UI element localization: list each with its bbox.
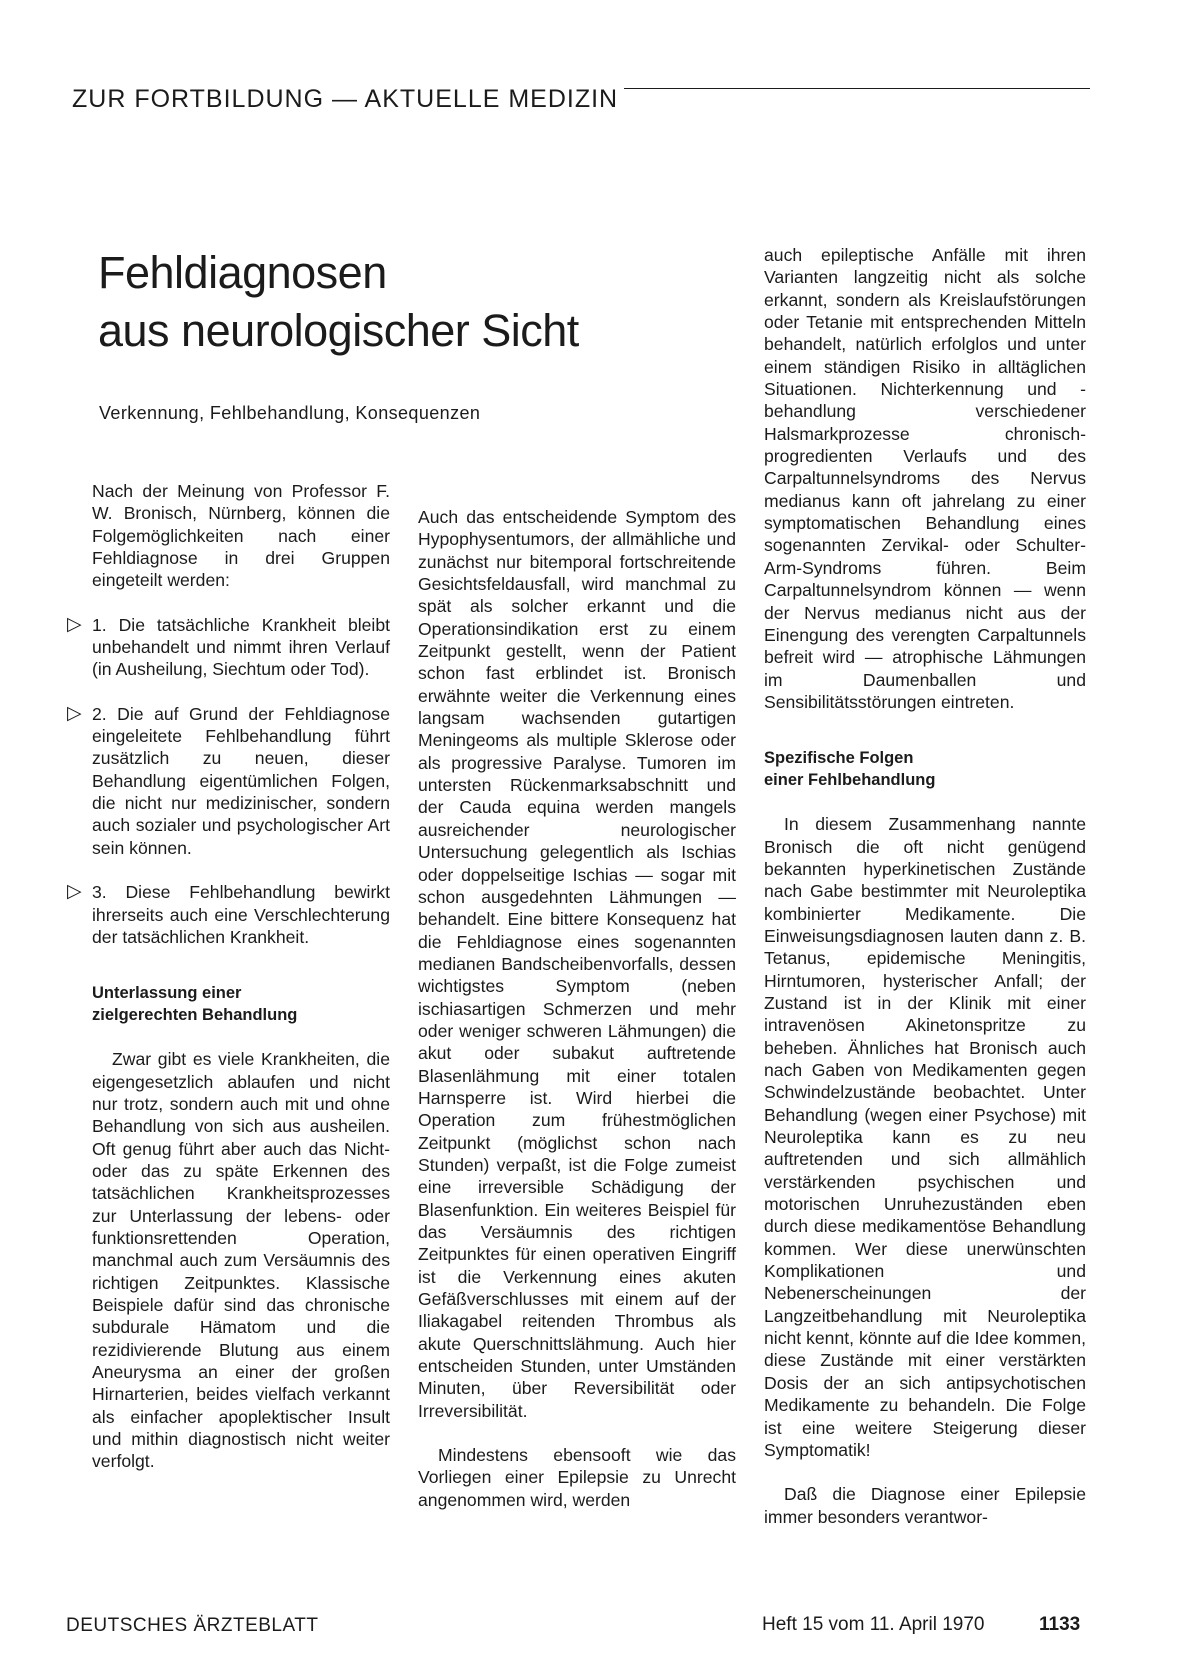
- section-heading: [92, 982, 390, 1026]
- section-heading-line-2: zielgerechten Behandlung: [92, 1006, 298, 1025]
- title-line-1: Fehldiagnosen: [98, 247, 387, 298]
- column-2: [418, 506, 736, 1511]
- title-line-2: aus neurologischer Sicht: [98, 305, 579, 356]
- section-heading-line-1: Spezifische Folgen: [764, 749, 914, 768]
- triangle-bullet-icon: ▷: [67, 881, 82, 903]
- body-paragraph: Auch das entscheidende Symptom des Hypophysentumors, der allmähliche und zunächst nur bitemporal fortschreitende Gesichtsfeldausfall, wird manchmal zu spät als solcher erkannt und die Operationsindikation erst zu einem Zeitpunkt gestellt, wenn der Patient schon fast erblindet ist. Bronisch erwähnte weiter die Verkennung eines langsam wachsenden gutartigen Meningeoms als multiple Sklerose oder als progressive Paralyse. Tumoren im untersten Rückenmarksabschnitt und der Cauda equina werden mangels ausreichender neurologischer Untersuchung gelegentlich als Ischias oder doppelseitige Ischias — sogar mit schon ausgedehnten Lähmungen — behandelt. Eine bittere Konsequenz hat die Fehldiagnose eines sogenannten medianen Bandscheibenvorfalls, dessen wichtigstes Symptom (neben ischiasartigen Schmerzen und mehr oder weniger schweren Lähmungen) die akut oder subakut auftretende Blasenlähmung mit einer totalen Harnsperre ist. Wird hierbei die Operation zum frühestmöglichen Zeitpunkt (möglichst schon nach Stunden) verpaßt, ist die Folge zumeist eine irreversible Schädigung der Blasenfunktion. Ein weiteres Beispiel für das Versäumnis des richtigen Zeitpunktes für einen operativen Eingriff ist die Verkennung eines akuten Gefäßverschlusses mit einem auf der Iliakagabel reitenden Thrombus als akute Querschnittslähmung. Auch hier entscheiden Stunden, unter Umständen Minuten, über Reversibilität oder Irreversibilität.: [418, 507, 736, 1421]
- body-paragraph: Zwar gibt es viele Krankheiten, die eigengesetzlich ablaufen und nicht nur trotz, sondern auch mit und ohne Behandlung von sich aus ausheilen. Oft genug führt aber auch das Nicht- oder das zu späte Erkennen des tatsächlichen Krankheitsprozesses zur Unterlassung der lebens- oder funktionsrettenden Operation, manchmal auch zum Versäumnis des richtigen Zeitpunktes. Klassische Beispiele dafür sind das chronische subdurale Hämatom und die rezidivierende Blutung aus einem Aneurysma an einer der großen Hirnarterien, beides vielfach verkannt als einfacher apoplektischer Insult und mithin diagnostisch nicht weiter verfolgt.: [92, 1049, 390, 1472]
- column-1: [67, 480, 390, 1473]
- article-subtitle: Verkennung, Fehlbehandlung, Konsequenzen: [99, 403, 481, 423]
- list-item-text: 1. Die tatsächliche Krankheit bleibt unbehandelt und nimmt ihren Verlauf (in Ausheilung, Siechtum oder Tod).: [92, 614, 390, 680]
- journal-name: DEUTSCHES ÄRZTEBLATT: [66, 1615, 319, 1636]
- page-number: 1133: [1039, 1614, 1081, 1635]
- section-heading: [764, 747, 1086, 791]
- section-label: ZUR FORTBILDUNG — AKTUELLE MEDIZIN: [72, 84, 624, 114]
- list-item-text: 2. Die auf Grund der Fehldiagnose eingeleitete Fehlbehandlung führt zusätzlich zu neuen, dieser Behandlung eigentümlichen Folgen, die nicht nur medizinischer, sondern auch sozialer und psychologischer Art sein können.: [92, 703, 390, 858]
- body-paragraph: Mindestens ebensooft wie das Vorliegen einer Epilepsie zu Unrecht angenommen wird, werden: [418, 1445, 736, 1510]
- section-heading-line-1: Unterlassung einer: [92, 984, 242, 1003]
- body-paragraph: In diesem Zusammenhang nannte Bronisch die oft nicht genügend bekannten hyperkinetischen Zustände nach Gabe bestimmter mit Neuroleptika kombinierter Medikamente. Die Einweisungsdiagnosen lauten dann z. B. Tetanus, epidemische Meningitis, Hirntumoren, hysterischer Anfall; der Zustand ist in der Klinik mit einer intravenösen Akinetonspritze zu beheben. Ähnliches hat Bronisch auch nach Gaben von Medikamenten gegen Schwindelzustände beobachtet. Unter Behandlung (wegen einer Psychose) mit Neuroleptika kann es zu neu auftretenden und sich allmählich verstärkenden psychischen und motorischen Unruhezuständen eben durch diese medikamentöse Behandlung kommen. Wer diese unerwünschten Komplikationen und Nebenerscheinungen der Langzeitbehandlung mit Neuroleptika nicht kennt, könnte auf die Idee kommen, diese Zustände mit einer verstärkten Dosis der an sich antipsychotischen Medikamente zu behandeln. Die Folge ist eine weitere Steigerung dieser Symptomatik!: [764, 814, 1086, 1460]
- list-item: [67, 702, 390, 859]
- section-heading-line-2: einer Fehlbehandlung: [764, 771, 936, 790]
- issue-info: Heft 15 vom 11. April 1970: [762, 1614, 985, 1635]
- intro-paragraph: Nach der Meinung von Professor F. W. Bronisch, Nürnberg, können die Folgemöglichkeiten nach einer Fehldiagnose in drei Gruppen eingeteilt werden:: [92, 481, 390, 591]
- list-item-text: 3. Diese Fehlbehandlung bewirkt ihrerseits auch eine Verschlechterung der tatsächlichen Krankheit.: [92, 882, 390, 947]
- column-3: [764, 244, 1086, 1528]
- triangle-bullet-icon: ▷: [67, 702, 82, 724]
- list-item: [67, 613, 390, 681]
- body-paragraph: auch epileptische Anfälle mit ihren Varianten langzeitig nicht als solche erkannt, sondern als Kreislaufstörungen oder Tetanie mit entsprechenden Mitteln behandelt, natürlich erfolglos und unter einem ständigen Risiko in alltäglichen Situationen. Nichterkennung und -behandlung verschiedener Halsmarkprozesse chronisch-progredienten Verlaufs und des Carpaltunnelsyndroms des Nervus medianus kann oft jahrelang zu einer symptomatischen Behandlung eines sogenannten Zervikal- oder Schulter-Arm-Syndroms führen. Beim Carpaltunnelsyndrom können — wenn der Nervus medianus nicht aus der Einengung des verengten Carpaltunnels befreit wird — atrophische Lähmungen im Daumenballen und Sensibilitätsstörungen eintreten.: [764, 245, 1086, 712]
- triangle-bullet-icon: ▷: [67, 613, 82, 635]
- section-header: [72, 84, 1090, 120]
- list-item: [67, 881, 390, 948]
- body-paragraph: Daß die Diagnose einer Epilepsie immer besonders verantwor-: [764, 1484, 1086, 1527]
- article-title: [98, 244, 579, 360]
